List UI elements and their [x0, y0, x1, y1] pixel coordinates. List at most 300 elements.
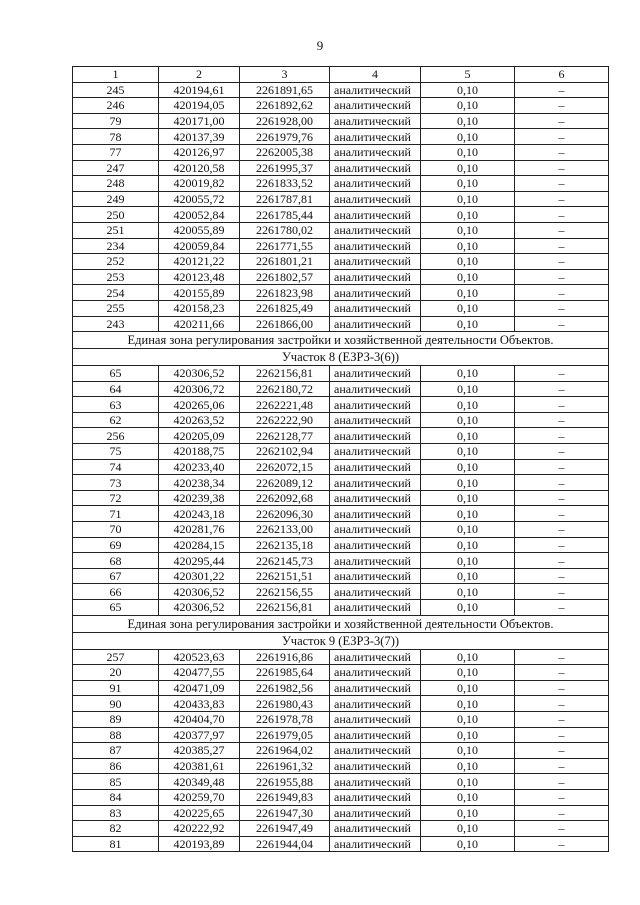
table-cell: – — [515, 680, 609, 696]
table-cell: – — [515, 553, 609, 569]
table-cell: 248 — [73, 176, 159, 192]
table-cell: 2261785,44 — [240, 207, 330, 223]
table-row — [73, 176, 609, 192]
table-cell: 420306,72 — [159, 381, 240, 397]
table-cell: 0,10 — [421, 381, 515, 397]
table-cell: 234 — [73, 238, 159, 254]
table-cell: 420377,97 — [159, 727, 240, 743]
table-cell: 420225,65 — [159, 805, 240, 821]
table-row — [73, 207, 609, 223]
table-cell: – — [515, 269, 609, 285]
table-cell: аналитический — [330, 285, 421, 301]
zone-title-row — [73, 615, 609, 632]
table-cell: 0,10 — [421, 144, 515, 160]
table-cell: 2261982,56 — [240, 680, 330, 696]
table-cell: аналитический — [330, 584, 421, 600]
table-row — [73, 316, 609, 332]
table-cell: 420137,39 — [159, 129, 240, 145]
table-row — [73, 300, 609, 316]
table-cell: – — [515, 381, 609, 397]
table-row — [73, 568, 609, 584]
table-cell: 78 — [73, 129, 159, 145]
table-cell: 420259,70 — [159, 789, 240, 805]
table-cell: 0,10 — [421, 160, 515, 176]
table-cell: 243 — [73, 316, 159, 332]
table-cell: 256 — [73, 428, 159, 444]
table-cell: 0,10 — [421, 316, 515, 332]
table-row — [73, 238, 609, 254]
table-row — [73, 553, 609, 569]
table-cell: аналитический — [330, 366, 421, 382]
table-cell: 0,10 — [421, 300, 515, 316]
table-row — [73, 506, 609, 522]
table-cell: 62 — [73, 412, 159, 428]
table-cell: 245 — [73, 82, 159, 98]
table-cell: 2261979,76 — [240, 129, 330, 145]
table-cell: 420243,18 — [159, 506, 240, 522]
table-cell: аналитический — [330, 113, 421, 129]
table-row — [73, 490, 609, 506]
table-cell: аналитический — [330, 758, 421, 774]
page-number: 9 — [316, 38, 324, 53]
table-row — [73, 680, 609, 696]
table-row — [73, 82, 609, 98]
table-cell: аналитический — [330, 300, 421, 316]
table-cell: – — [515, 789, 609, 805]
table-cell: 420349,48 — [159, 774, 240, 790]
table-cell: 0,10 — [421, 727, 515, 743]
table-cell: аналитический — [330, 207, 421, 223]
column-header: 2 — [159, 67, 240, 83]
table-row — [73, 144, 609, 160]
table-cell: 0,10 — [421, 600, 515, 616]
table-cell: 420126,97 — [159, 144, 240, 160]
table-cell: – — [515, 475, 609, 491]
table-cell: 2261949,83 — [240, 789, 330, 805]
zone-title: Единая зона регулирования застройки и хозяйственной деятельности Объектов. — [73, 615, 609, 632]
table-cell: 2262221,48 — [240, 397, 330, 413]
table-cell: 0,10 — [421, 444, 515, 460]
table-cell: 85 — [73, 774, 159, 790]
table-cell: 420477,55 — [159, 665, 240, 681]
table-cell: 2261947,30 — [240, 805, 330, 821]
table-cell: 2262156,55 — [240, 584, 330, 600]
table-cell: аналитический — [330, 522, 421, 538]
table-cell: 420120,58 — [159, 160, 240, 176]
table-cell: аналитический — [330, 428, 421, 444]
table-cell: 69 — [73, 537, 159, 553]
table-row — [73, 129, 609, 145]
table-cell: – — [515, 665, 609, 681]
table-cell: аналитический — [330, 665, 421, 681]
table-cell: – — [515, 222, 609, 238]
table-row — [73, 774, 609, 790]
table-cell: 73 — [73, 475, 159, 491]
table-cell: 0,10 — [421, 553, 515, 569]
table-cell: 89 — [73, 711, 159, 727]
table-row — [73, 428, 609, 444]
table-cell: 2261892,62 — [240, 98, 330, 114]
table-cell: 2262089,12 — [240, 475, 330, 491]
table-cell: 420306,52 — [159, 600, 240, 616]
table-cell: 0,10 — [421, 366, 515, 382]
table-cell: 420194,05 — [159, 98, 240, 114]
table-cell: 0,10 — [421, 649, 515, 665]
table-cell: 2261978,78 — [240, 711, 330, 727]
table-cell: 64 — [73, 381, 159, 397]
table-cell: 91 — [73, 680, 159, 696]
table-cell: 0,10 — [421, 711, 515, 727]
table-cell: – — [515, 506, 609, 522]
table-cell: 2261944,04 — [240, 836, 330, 852]
table-cell: 88 — [73, 727, 159, 743]
table-cell: 420385,27 — [159, 743, 240, 759]
table-cell: 2261979,05 — [240, 727, 330, 743]
table-cell: 83 — [73, 805, 159, 821]
table-cell: 86 — [73, 758, 159, 774]
table-cell: аналитический — [330, 459, 421, 475]
table-cell: – — [515, 366, 609, 382]
table-cell: 2262145,73 — [240, 553, 330, 569]
table-cell: 90 — [73, 696, 159, 712]
table-cell: аналитический — [330, 680, 421, 696]
table-cell: 66 — [73, 584, 159, 600]
table-cell: – — [515, 397, 609, 413]
table-row — [73, 113, 609, 129]
table-cell: 0,10 — [421, 222, 515, 238]
table-cell: 0,10 — [421, 537, 515, 553]
table-cell: 246 — [73, 98, 159, 114]
table-cell: 0,10 — [421, 758, 515, 774]
table-cell: 2261980,43 — [240, 696, 330, 712]
table-cell: 2262092,68 — [240, 490, 330, 506]
table-cell: аналитический — [330, 269, 421, 285]
zone-subtitle: Участок 8 (ЕЗРЗ-3(6)) — [73, 349, 609, 366]
table-cell: аналитический — [330, 600, 421, 616]
table-cell: – — [515, 774, 609, 790]
table-row — [73, 665, 609, 681]
table-cell: аналитический — [330, 144, 421, 160]
table-cell: 247 — [73, 160, 159, 176]
table-row — [73, 522, 609, 538]
table-cell: 0,10 — [421, 680, 515, 696]
table-row — [73, 285, 609, 301]
table-cell: 0,10 — [421, 428, 515, 444]
table-cell: 0,10 — [421, 82, 515, 98]
table-cell: 0,10 — [421, 696, 515, 712]
table-cell: 0,10 — [421, 836, 515, 852]
table-cell: аналитический — [330, 238, 421, 254]
table-cell: аналитический — [330, 711, 421, 727]
table-cell: – — [515, 743, 609, 759]
table-row — [73, 381, 609, 397]
table-cell: 0,10 — [421, 506, 515, 522]
table-cell: – — [515, 649, 609, 665]
table-cell: 249 — [73, 191, 159, 207]
table-cell: 420306,52 — [159, 366, 240, 382]
table-cell: 420233,40 — [159, 459, 240, 475]
table-cell: 63 — [73, 397, 159, 413]
table-cell: 67 — [73, 568, 159, 584]
table-cell: – — [515, 82, 609, 98]
table-cell: 2261995,37 — [240, 160, 330, 176]
table-cell: 2261802,57 — [240, 269, 330, 285]
table-row — [73, 412, 609, 428]
table-cell: 0,10 — [421, 584, 515, 600]
table-cell: 420171,00 — [159, 113, 240, 129]
table-row — [73, 366, 609, 382]
table-cell: аналитический — [330, 727, 421, 743]
table-cell: аналитический — [330, 222, 421, 238]
table-row — [73, 649, 609, 665]
table-cell: 2261955,88 — [240, 774, 330, 790]
table-cell: 2262156,81 — [240, 600, 330, 616]
table-cell: аналитический — [330, 98, 421, 114]
table-cell: 420295,44 — [159, 553, 240, 569]
table-cell: 254 — [73, 285, 159, 301]
table-cell: 0,10 — [421, 254, 515, 270]
table-cell: 71 — [73, 506, 159, 522]
table-cell: – — [515, 300, 609, 316]
table-cell: 2262072,15 — [240, 459, 330, 475]
table-cell: 2261985,64 — [240, 665, 330, 681]
table-cell: 420211,66 — [159, 316, 240, 332]
table-cell: аналитический — [330, 821, 421, 837]
table-cell: – — [515, 584, 609, 600]
table-cell: 420238,34 — [159, 475, 240, 491]
column-header: 4 — [330, 67, 421, 83]
table-cell: 420194,61 — [159, 82, 240, 98]
table-cell: 420188,75 — [159, 444, 240, 460]
table-cell: аналитический — [330, 490, 421, 506]
table-cell: 2262222,90 — [240, 412, 330, 428]
table-cell: аналитический — [330, 412, 421, 428]
table-cell: 0,10 — [421, 568, 515, 584]
table-cell: 72 — [73, 490, 159, 506]
table-cell: 420381,61 — [159, 758, 240, 774]
table-cell: – — [515, 459, 609, 475]
table-cell: аналитический — [330, 696, 421, 712]
table-cell: аналитический — [330, 649, 421, 665]
table-cell: 420059,84 — [159, 238, 240, 254]
table-cell: 65 — [73, 600, 159, 616]
table-row — [73, 711, 609, 727]
zone-title: Единая зона регулирования застройки и хозяйственной деятельности Объектов. — [73, 332, 609, 349]
table-cell: 84 — [73, 789, 159, 805]
table-cell: 2262135,18 — [240, 537, 330, 553]
table-cell: аналитический — [330, 444, 421, 460]
table-row — [73, 727, 609, 743]
table-row — [73, 805, 609, 821]
table-cell: 0,10 — [421, 176, 515, 192]
table-cell: 420265,06 — [159, 397, 240, 413]
table-cell: 420121,22 — [159, 254, 240, 270]
coordinates-table — [72, 66, 609, 852]
table-cell: 420306,52 — [159, 584, 240, 600]
table-cell: 420205,09 — [159, 428, 240, 444]
table-cell: аналитический — [330, 316, 421, 332]
table-cell: аналитический — [330, 774, 421, 790]
table-row — [73, 758, 609, 774]
table-cell: аналитический — [330, 475, 421, 491]
table-cell: – — [515, 836, 609, 852]
table-cell: 79 — [73, 113, 159, 129]
table-cell: аналитический — [330, 789, 421, 805]
table-cell: 2261891,65 — [240, 82, 330, 98]
table-cell: 77 — [73, 144, 159, 160]
table-header-row — [73, 67, 609, 83]
table-row — [73, 254, 609, 270]
table-cell: 2261916,86 — [240, 649, 330, 665]
table-cell: 0,10 — [421, 98, 515, 114]
table-cell: 420471,09 — [159, 680, 240, 696]
table-cell: аналитический — [330, 129, 421, 145]
table-row — [73, 397, 609, 413]
table-cell: 0,10 — [421, 129, 515, 145]
table-cell: – — [515, 444, 609, 460]
table-cell: 81 — [73, 836, 159, 852]
table-row — [73, 600, 609, 616]
table-cell: 2262005,38 — [240, 144, 330, 160]
table-cell: – — [515, 821, 609, 837]
table-cell: 20 — [73, 665, 159, 681]
table-row — [73, 160, 609, 176]
table-cell: 420055,89 — [159, 222, 240, 238]
table-cell: 420523,63 — [159, 649, 240, 665]
table-cell: 0,10 — [421, 665, 515, 681]
table-cell: 0,10 — [421, 191, 515, 207]
table-cell: – — [515, 412, 609, 428]
table-cell: аналитический — [330, 836, 421, 852]
table-cell: – — [515, 600, 609, 616]
table-cell: 2262133,00 — [240, 522, 330, 538]
zone-title-row — [73, 332, 609, 349]
column-header: 6 — [515, 67, 609, 83]
table-cell: 75 — [73, 444, 159, 460]
table-row — [73, 743, 609, 759]
table-cell: аналитический — [330, 381, 421, 397]
table-cell: 2261961,32 — [240, 758, 330, 774]
table-cell: – — [515, 490, 609, 506]
table-cell: 70 — [73, 522, 159, 538]
table-cell: 420281,76 — [159, 522, 240, 538]
table-cell: – — [515, 160, 609, 176]
table-cell: 0,10 — [421, 459, 515, 475]
table-cell: аналитический — [330, 160, 421, 176]
table-cell: 2261780,02 — [240, 222, 330, 238]
table-cell: аналитический — [330, 537, 421, 553]
table-cell: 251 — [73, 222, 159, 238]
table-cell: 0,10 — [421, 238, 515, 254]
table-cell: 2262156,81 — [240, 366, 330, 382]
table-cell: 2262128,77 — [240, 428, 330, 444]
table-cell: 253 — [73, 269, 159, 285]
table-cell: 2262096,30 — [240, 506, 330, 522]
table-cell: 2261801,21 — [240, 254, 330, 270]
table-cell: 2262180,72 — [240, 381, 330, 397]
table-cell: – — [515, 696, 609, 712]
table-cell: – — [515, 522, 609, 538]
table-row — [73, 821, 609, 837]
table-cell: 2261833,52 — [240, 176, 330, 192]
table-cell: – — [515, 113, 609, 129]
table-cell: – — [515, 191, 609, 207]
table-cell: 0,10 — [421, 113, 515, 129]
table-cell: аналитический — [330, 506, 421, 522]
table-cell: 2261866,00 — [240, 316, 330, 332]
table-cell: 2262151,51 — [240, 568, 330, 584]
column-header: 1 — [73, 67, 159, 83]
table-cell: – — [515, 727, 609, 743]
table-cell: аналитический — [330, 743, 421, 759]
table-cell: 0,10 — [421, 269, 515, 285]
table-row — [73, 836, 609, 852]
table-cell: 2261964,02 — [240, 743, 330, 759]
table-cell: 74 — [73, 459, 159, 475]
table-cell: 87 — [73, 743, 159, 759]
table-row — [73, 696, 609, 712]
table-row — [73, 269, 609, 285]
table-cell: – — [515, 537, 609, 553]
zone-subtitle: Участок 9 (ЕЗРЗ-3(7)) — [73, 632, 609, 649]
table-cell: 420239,38 — [159, 490, 240, 506]
table-cell: 2261823,98 — [240, 285, 330, 301]
table-row — [73, 444, 609, 460]
table-cell: 0,10 — [421, 805, 515, 821]
table-cell: – — [515, 711, 609, 727]
table-cell: 252 — [73, 254, 159, 270]
table-cell: 420123,48 — [159, 269, 240, 285]
table-row — [73, 537, 609, 553]
table-cell: аналитический — [330, 805, 421, 821]
table-cell: 257 — [73, 649, 159, 665]
table-row — [73, 459, 609, 475]
table-cell: – — [515, 129, 609, 145]
table-cell: 420284,15 — [159, 537, 240, 553]
table-cell: 0,10 — [421, 285, 515, 301]
table-cell: 420222,92 — [159, 821, 240, 837]
table-cell: – — [515, 176, 609, 192]
table-cell: 420019,82 — [159, 176, 240, 192]
column-header: 3 — [240, 67, 330, 83]
table-cell: – — [515, 144, 609, 160]
table-cell: 255 — [73, 300, 159, 316]
table-cell: 2261825,49 — [240, 300, 330, 316]
table-cell: 420433,83 — [159, 696, 240, 712]
table-cell: 0,10 — [421, 743, 515, 759]
table-cell: аналитический — [330, 82, 421, 98]
table-cell: 0,10 — [421, 789, 515, 805]
table-cell: 420155,89 — [159, 285, 240, 301]
table-row — [73, 584, 609, 600]
table-cell: – — [515, 207, 609, 223]
table-cell: аналитический — [330, 254, 421, 270]
zone-subtitle-row — [73, 632, 609, 649]
table-cell: 0,10 — [421, 774, 515, 790]
table-cell: – — [515, 568, 609, 584]
table-cell: аналитический — [330, 553, 421, 569]
table-row — [73, 789, 609, 805]
table-cell: – — [515, 238, 609, 254]
table-cell: 2262102,94 — [240, 444, 330, 460]
table-cell: 420052,84 — [159, 207, 240, 223]
table-cell: – — [515, 758, 609, 774]
table-cell: 2261947,49 — [240, 821, 330, 837]
table-cell: 2261928,00 — [240, 113, 330, 129]
table-cell: аналитический — [330, 191, 421, 207]
table-cell: аналитический — [330, 397, 421, 413]
table-cell: 0,10 — [421, 412, 515, 428]
